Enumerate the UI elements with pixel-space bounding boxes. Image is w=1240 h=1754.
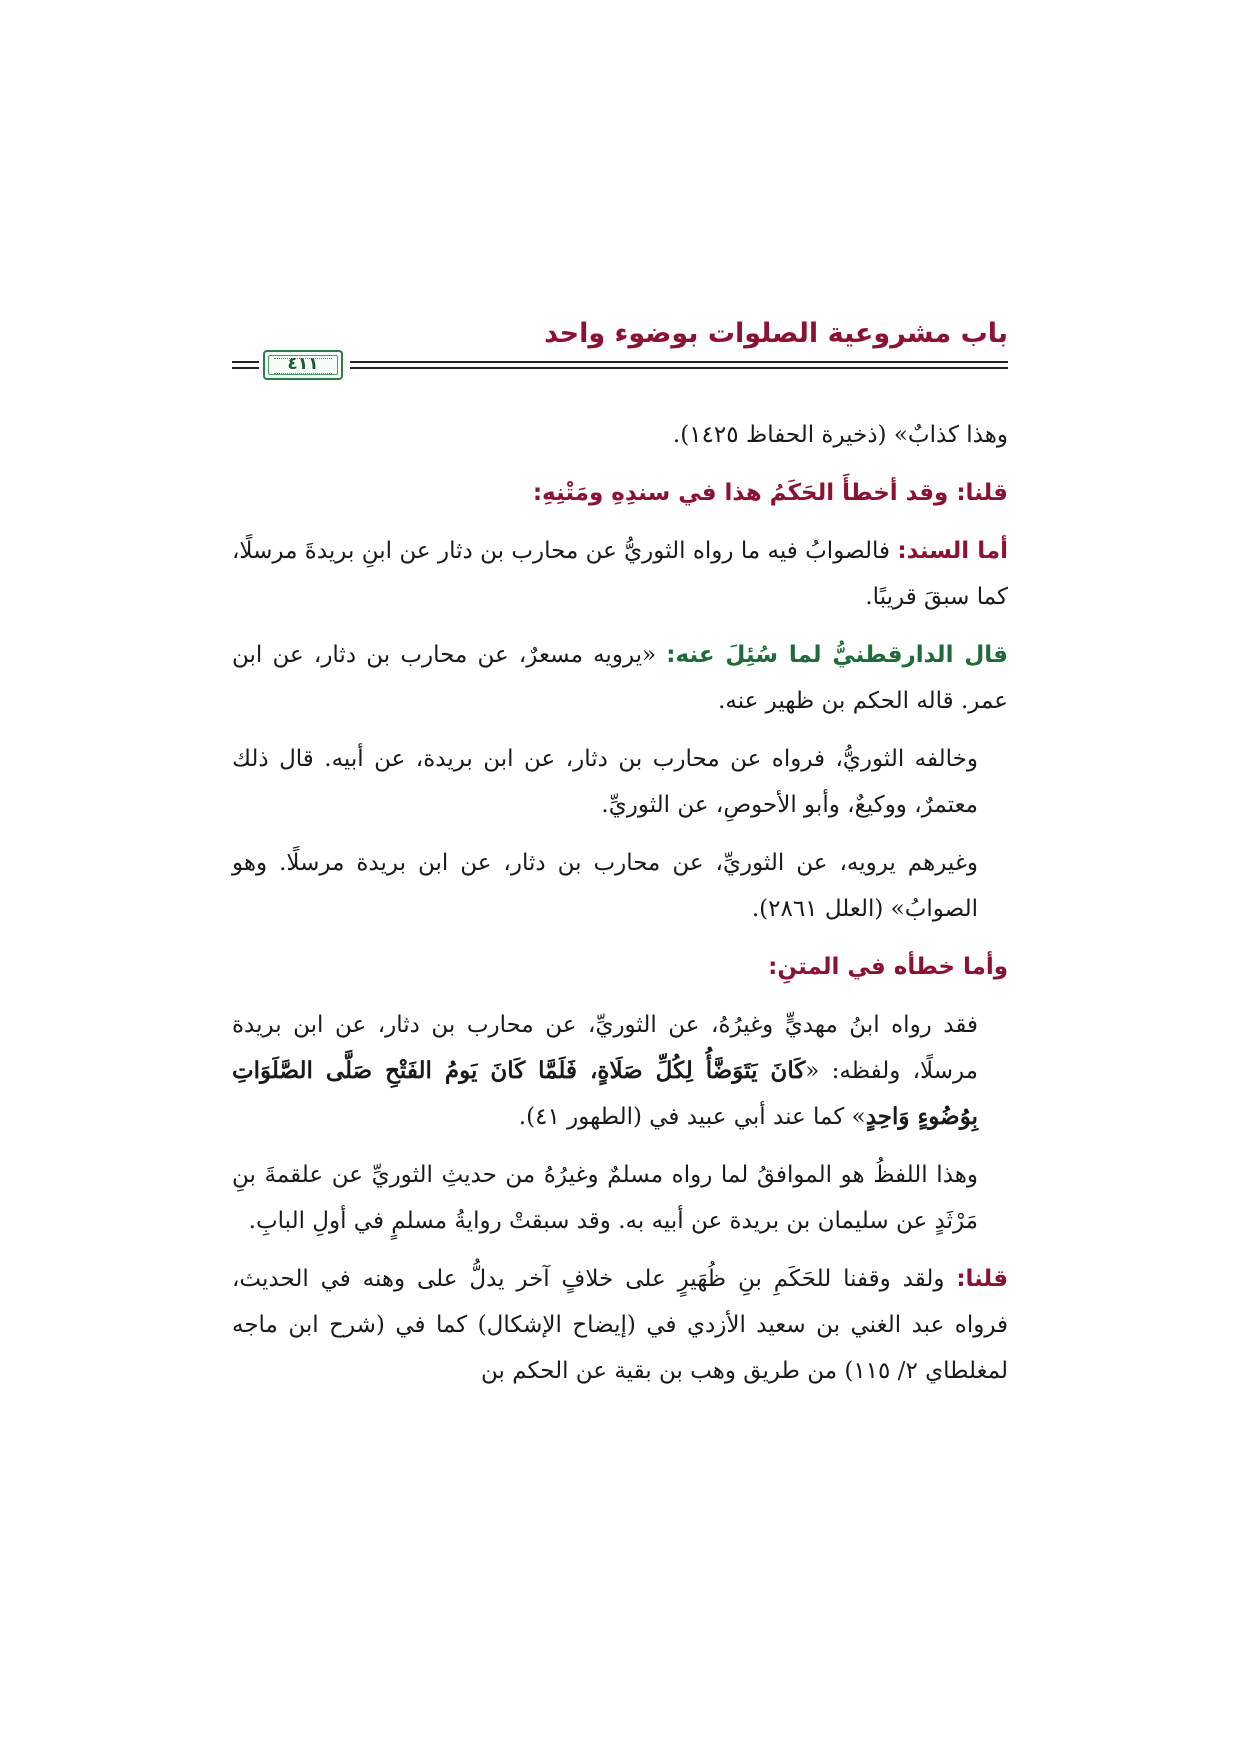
section-heading: قلنا: وقد أخطأَ الحَكَمُ هذا في سندِهِ ومَتْنِهِ: <box>532 480 1008 506</box>
paragraph-text: » كما عند أبي عبيد في (الطهور ٤١). <box>518 1104 866 1130</box>
label-sanad: أما السند: <box>897 538 1008 564</box>
chapter-title: باب مشروعية الصلوات بوضوء واحد <box>544 318 1008 349</box>
label-daraqutni: قال الدارقطنيُّ لما سُئِلَ عنه: <box>666 642 1008 668</box>
label-qulna: قلنا: <box>956 1266 1008 1292</box>
page-body <box>232 412 1008 1406</box>
paragraph: وهذا اللفظُ هو الموافقُ لما رواه مسلمٌ وغيرُهُ من حديثِ الثوريِّ عن علقمةَ بنِ مَرْثَدٍ عن سليمان بن بريدة عن أبيه به. وقد سبقتْ روايةُ مسلمٍ في أولِ البابِ. <box>232 1162 978 1234</box>
section-heading: وأما خطأه في المتنِ: <box>768 954 1008 980</box>
page-header <box>232 318 1008 388</box>
paragraph-text: فالصوابُ فيه ما رواه الثوريُّ عن محارب بن دثار عن ابنِ بريدةَ مرسلًا، كما سبقَ قريبًا. <box>232 538 1008 610</box>
paragraph: وخالفه الثوريُّ، فرواه عن محارب بن دثار، عن ابن بريدة، عن أبيه. قال ذلك معتمرٌ، ووكيعٌ، وأبو الأحوصِ، عن الثوريِّ. <box>232 746 978 818</box>
page-number: ٤١١ <box>287 354 319 374</box>
paragraph <box>232 528 1008 620</box>
hadith-text: كَانَ يَتَوَضَّأُ لِكُلِّ صَلَاةٍ، فَلَمَّا كَانَ يَومُ الفَتْحِ صَلَّى الصَّلَوَاتِ بِوُضُوءٍ وَاحِدٍ <box>232 1057 978 1130</box>
paragraph: وهذا كذابٌ» (ذخيرة الحفاظ ١٤٢٥). <box>672 422 1008 448</box>
paragraph-text: «يرويه مسعرٌ، عن محارب بن دثار، عن ابن عمر. قاله الحكم بن ظهير عنه. <box>232 642 1008 714</box>
header-rule <box>350 367 1008 369</box>
paragraph-text: ولقد وقفنا للحَكَمِ بنِ ظُهَيرٍ على خلافٍ آخر يدلُّ على وهنه في الحديث، فرواه عبد الغني بن سعيد الأزدي في (إيضاح الإشكال) كما في (شرح ابن ماجه لمغلطاي ٢/ ١١٥) من طريق وهب بن بقية عن الحكم بن <box>232 1266 1008 1384</box>
paragraph-text: فقد رواه ابنُ مهديٍّ وغيرُهُ، عن الثوريِّ، عن محارب بن دثار، عن ابن بريدة مرسلًا، ولفظه: « <box>232 1012 978 1084</box>
paragraph <box>232 632 1008 724</box>
paragraph <box>232 1256 1008 1394</box>
header-rule <box>232 361 259 363</box>
page-number-badge <box>263 350 343 380</box>
header-rule <box>232 367 259 369</box>
header-rule <box>350 361 1008 363</box>
paragraph: وغيرهم يرويه، عن الثوريِّ، عن محارب بن دثار، عن ابن بريدة مرسلًا. وهو الصوابُ» (العلل ٢٨٦١). <box>232 850 978 922</box>
paragraph <box>232 1002 1008 1140</box>
